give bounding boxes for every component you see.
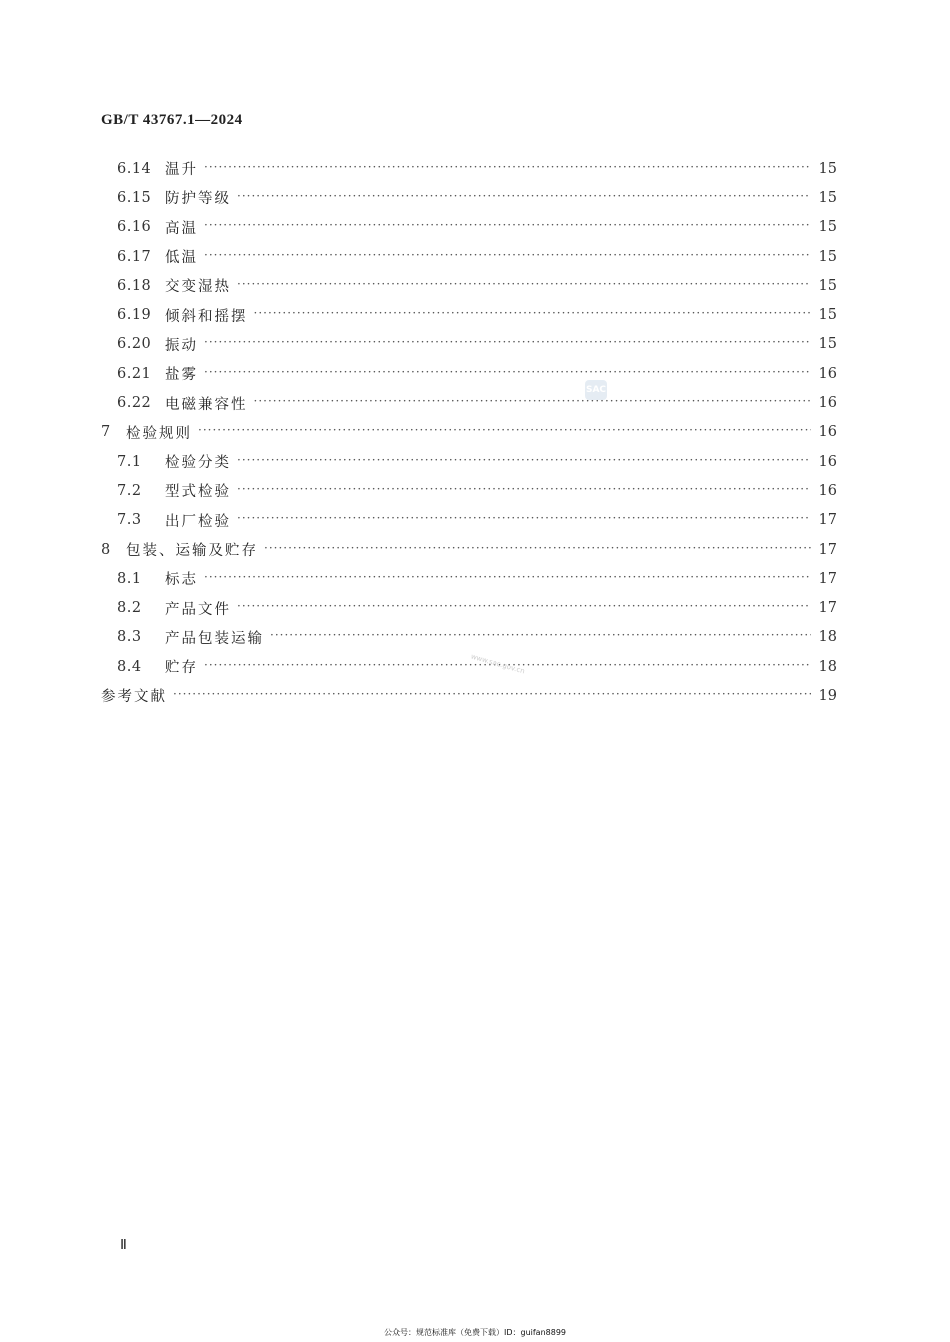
document-code: GB/T 43767.1—2024	[101, 112, 243, 128]
toc-entry-number: 6.20	[117, 336, 152, 353]
dot-leader	[237, 189, 811, 203]
toc-entry-number: 6.17	[117, 248, 152, 265]
toc-entry-title: 检验分类	[165, 455, 231, 472]
toc-entry-title: 检验规则	[126, 425, 192, 442]
toc-entry-number: 6.15	[117, 189, 152, 206]
toc-entry[interactable]	[101, 476, 837, 505]
toc-entry[interactable]	[101, 154, 837, 183]
toc-entry[interactable]	[101, 388, 837, 417]
toc-entry-number: 8	[101, 541, 111, 558]
toc-entry[interactable]	[101, 359, 837, 388]
dot-leader	[204, 365, 811, 379]
dot-leader	[237, 277, 811, 291]
toc-entry-page: 17	[818, 512, 837, 529]
dot-leader	[237, 599, 811, 613]
toc-entry-title: 温升	[165, 162, 198, 179]
toc-entry-page: 15	[818, 336, 837, 353]
toc-entry[interactable]	[101, 271, 837, 300]
dot-leader	[237, 453, 811, 467]
toc-entry-title: 防护等级	[165, 191, 231, 208]
toc-entry-title: 高温	[165, 220, 198, 237]
toc-entry-number: 8.1	[117, 570, 142, 587]
toc-entry[interactable]	[101, 564, 837, 593]
toc-entry-page: 15	[818, 248, 837, 265]
toc-entry-title: 标志	[165, 572, 198, 589]
toc-entry[interactable]	[101, 330, 837, 359]
dot-leader	[204, 335, 811, 349]
dot-leader	[204, 248, 811, 262]
toc-entry-title: 产品包装运输	[165, 630, 264, 647]
toc-entry-title: 包装、运输及贮存	[126, 543, 258, 559]
toc-entry-title: 振动	[165, 337, 198, 354]
toc-entry-number: 7	[101, 424, 111, 441]
toc-entry-page: 16	[818, 424, 837, 441]
toc-entry-number: 6.18	[117, 277, 152, 294]
dot-leader	[237, 511, 811, 525]
toc-entry-title: 低温	[165, 250, 198, 267]
toc-entry-page: 16	[818, 395, 837, 412]
toc-entry-number: 6.21	[117, 365, 152, 382]
toc-entry[interactable]	[101, 300, 837, 329]
table-of-contents	[101, 154, 837, 711]
watermark-url: www.sac.gov.cn	[469, 652, 526, 676]
dot-leader	[270, 628, 811, 642]
dot-leader	[173, 687, 811, 701]
watermark-logo: SAC	[585, 380, 607, 400]
toc-entry-page: 15	[818, 307, 837, 324]
page-number: Ⅱ	[120, 1238, 127, 1253]
toc-entry-title: 倾斜和摇摆	[165, 308, 248, 325]
dot-leader	[254, 394, 812, 408]
toc-entry-page: 17	[818, 600, 837, 617]
toc-entry[interactable]	[101, 183, 837, 212]
toc-entry-title: 型式检验	[165, 484, 231, 501]
toc-entry-number: 6.16	[117, 219, 152, 236]
toc-entry[interactable]	[101, 213, 837, 242]
dot-leader	[198, 423, 811, 437]
dot-leader	[254, 306, 812, 320]
dot-leader	[204, 570, 811, 584]
toc-entry-page: 17	[818, 570, 837, 587]
toc-entry-number: 7.3	[117, 512, 142, 529]
toc-entry-page: 15	[818, 219, 837, 236]
toc-entry-title: 盐雾	[165, 367, 198, 384]
toc-entry[interactable]	[101, 535, 837, 564]
toc-entry-title: 产品文件	[165, 601, 231, 618]
toc-entry-title: 出厂检验	[165, 513, 231, 530]
toc-entry-page: 17	[818, 541, 837, 558]
toc-entry[interactable]	[101, 418, 837, 447]
toc-entry[interactable]	[101, 447, 837, 476]
toc-entry-page: 18	[818, 658, 837, 675]
toc-entry-page: 15	[818, 160, 837, 177]
footer-note: 公众号：规范标准库（免费下载）ID：guifan8899	[383, 1328, 567, 1337]
toc-entry-title: 电磁兼容性	[165, 396, 248, 413]
toc-entry-number: 6.22	[117, 395, 152, 412]
toc-entry-number: 6.14	[117, 160, 152, 177]
toc-entry-number: 8.3	[117, 629, 142, 646]
toc-entry-page: 16	[818, 453, 837, 470]
toc-entry-number: 6.19	[117, 307, 152, 324]
dot-leader	[237, 482, 811, 496]
toc-entry-number: 7.2	[117, 482, 142, 499]
toc-entry[interactable]	[101, 506, 837, 535]
toc-entry[interactable]	[101, 242, 837, 271]
toc-entry-page: 16	[818, 365, 837, 382]
toc-entry[interactable]	[101, 623, 837, 652]
toc-entry-number: 8.4	[117, 658, 142, 675]
toc-entry-page: 19	[818, 687, 837, 704]
toc-entry-page: 15	[818, 189, 837, 206]
dot-leader	[204, 218, 811, 232]
toc-entry-page: 16	[818, 482, 837, 499]
toc-entry-number: 7.1	[117, 453, 142, 470]
toc-entry[interactable]	[101, 681, 837, 710]
toc-entry-number: 8.2	[117, 600, 142, 617]
dot-leader	[264, 541, 811, 555]
toc-entry[interactable]	[101, 593, 837, 622]
toc-entry-title: 贮存	[165, 660, 198, 677]
toc-entry-title: 参考文献	[101, 689, 167, 706]
toc-entry-title: 交变湿热	[165, 279, 231, 296]
toc-entry-page: 15	[818, 277, 837, 294]
dot-leader	[204, 160, 811, 174]
toc-entry-page: 18	[818, 629, 837, 646]
toc-entry[interactable]	[101, 652, 837, 681]
